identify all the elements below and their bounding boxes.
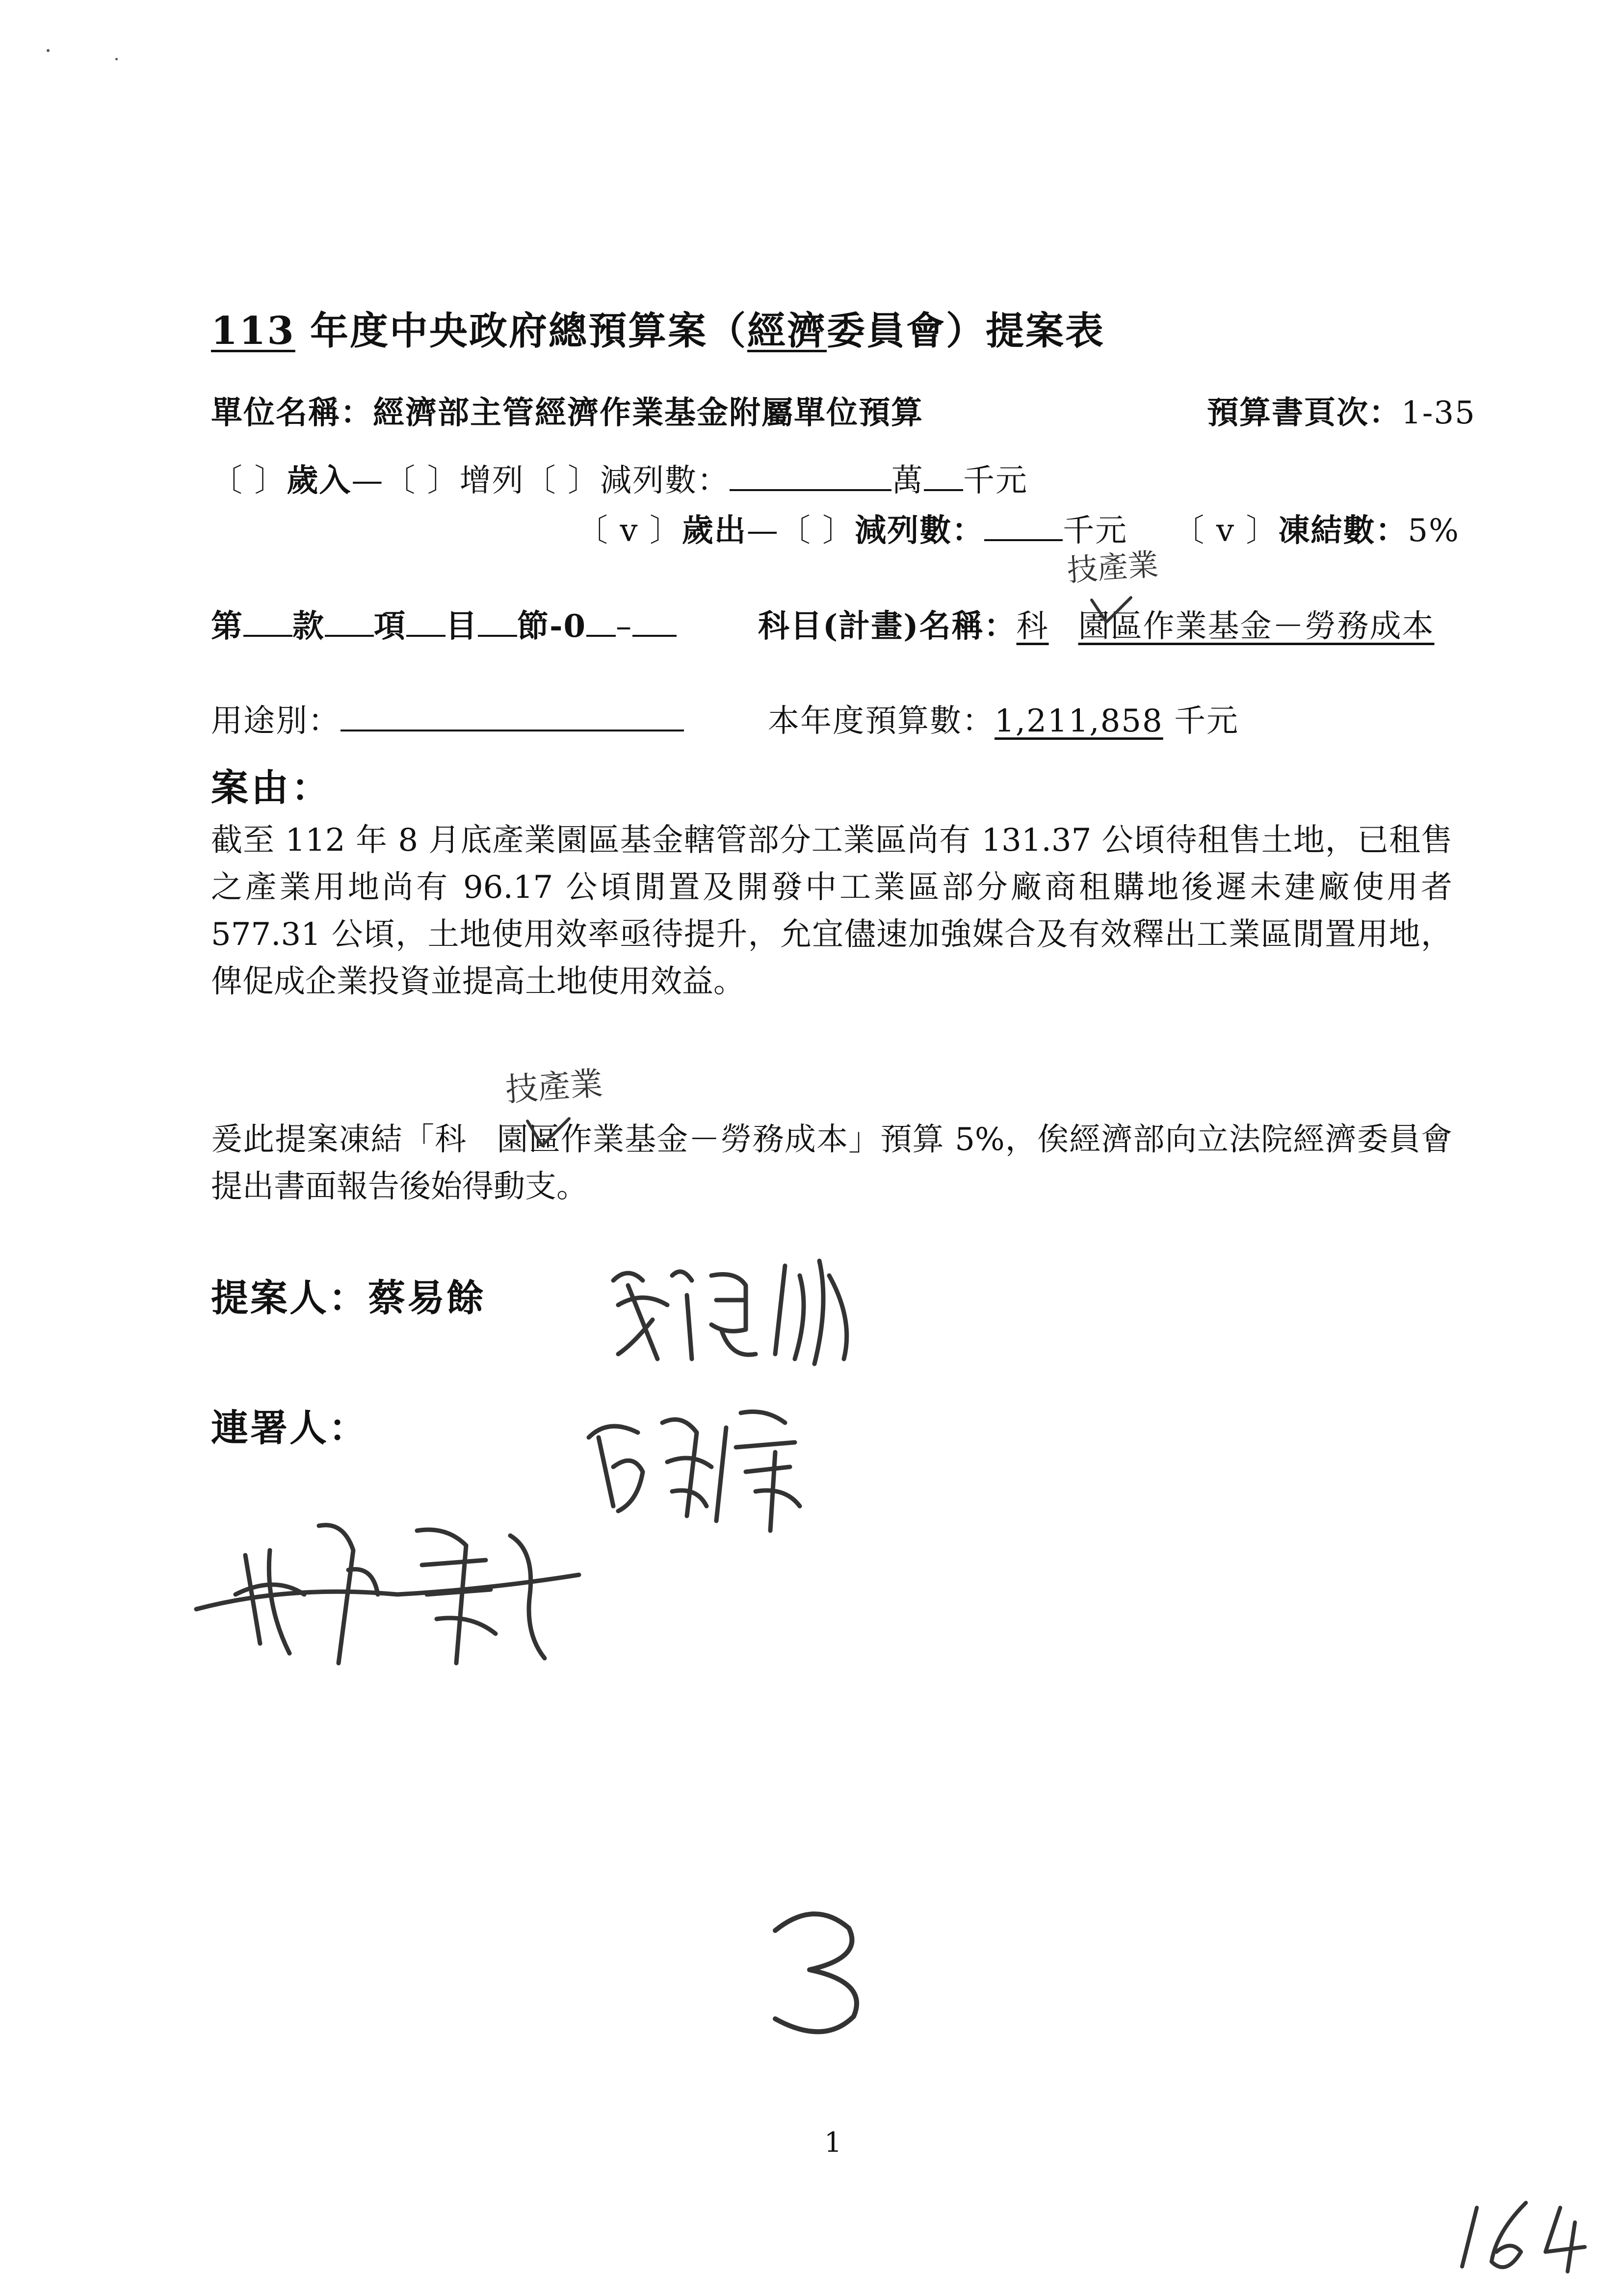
stamp-number [1457, 2193, 1604, 2278]
unit-thousand: 千元 [963, 463, 1028, 499]
mu-blank [406, 607, 445, 637]
decrease-box: 〔 〕 [524, 463, 601, 499]
expense-box: 〔 v 〕 [576, 513, 682, 549]
budget-label: 本年度預算數： [768, 703, 995, 739]
reason-paragraph-1: 截至 112 年 8 月底產業園區基金轄管部分工業區尚有 131.37 公頃待租售土地，已租售之產業用地尚有 96.17 公頃閒置及開發中工業區部分廠商租購地後遲未建廠使用者 577.31 公頃，土地使用效率亟待提升，允宜儘速加強媒合及有效釋出工業區閒置用地，俾促成企業投資並提高土地使用效益。 [211, 822, 1452, 1000]
expense-decrease-box: 〔 〕 [779, 513, 855, 549]
usage-line [211, 696, 684, 741]
expense-label: 歲出 [681, 512, 747, 549]
expense-line [576, 505, 1460, 550]
unit-label: 單位名稱： [211, 394, 373, 431]
increase-box: 〔 〕 [384, 463, 460, 499]
revenue-label: 歲入 [287, 462, 352, 499]
reason-para2-a: 爰此提案凍結「科 [211, 1122, 467, 1158]
subject-insert-mark [1062, 544, 1170, 629]
expense-dash: — [746, 513, 779, 549]
section-line: 第 款 項 目 節-0 – [211, 601, 677, 646]
cosigner-signature-1 [579, 1393, 834, 1542]
subject-value-a: 科 [1016, 608, 1049, 645]
freeze-value: 5% [1408, 513, 1460, 549]
page-ref [1207, 388, 1476, 433]
kuan-b-label: 款 [292, 608, 325, 645]
page-ref-label: 預算書頁次： [1207, 394, 1401, 431]
kuan-blank [243, 607, 292, 637]
usage-label: 用途別： [211, 703, 341, 739]
title-text-a: 年度中央政府總預算案（ [295, 309, 747, 353]
unit-value: 經濟部主管經濟作業基金附屬單位預算 [373, 394, 923, 431]
wan-blank [730, 462, 891, 491]
mu-label: 目 [445, 608, 478, 645]
subject-label: 科目(計畫)名稱： [758, 608, 1017, 645]
proposer-line [211, 1268, 486, 1322]
proposer-name: 蔡易餘 [368, 1276, 486, 1320]
subject-value-b: 園區作業基金－勞務成本 [1078, 608, 1435, 645]
budget-unit: 千元 [1163, 703, 1239, 739]
jie-blank-3 [632, 607, 677, 637]
freeze-label: 凍結數： [1278, 512, 1408, 549]
expense-decrease-label: 減列數： [855, 512, 985, 549]
reason-insert-text: 技產業 [504, 1064, 604, 1109]
reason-paragraph-2 [211, 1116, 1452, 1210]
page-number: 1 [824, 2127, 842, 2159]
title-text-b: 委員會）提案表 [827, 309, 1105, 353]
title-year: 113 [211, 309, 295, 353]
revenue-box: 〔 〕 [211, 463, 287, 499]
reason-insert-mark [500, 1060, 618, 1150]
cosigner-signature-2 [191, 1496, 594, 1685]
budget-line [768, 696, 1239, 741]
scan-speck [47, 49, 50, 52]
cosigner-label: 連署人： [211, 1406, 368, 1450]
decrease-label: 減列數： [600, 463, 730, 499]
xiang-label: 項 [374, 608, 406, 645]
xiang-blank [325, 607, 374, 637]
handwritten-page-number [756, 1904, 883, 2043]
jie-blank-2 [586, 607, 616, 637]
budget-value: 1,211,858 [995, 703, 1163, 739]
reason-para2-b: 園區作業基金－勞務成本」預算 5%，俟經濟部向立法院經濟委員會提出書面報告後始得動支。 [211, 1122, 1453, 1205]
revenue-dash: — [351, 463, 384, 499]
expense-decrease-blank [984, 512, 1063, 541]
subject-insert-text: 技產業 [1066, 546, 1160, 589]
thousand-blank [924, 462, 963, 491]
expense-unit: 千元 [1063, 513, 1128, 549]
reason-heading: 案由： [211, 766, 332, 809]
document-title [211, 300, 1105, 355]
title-committee: 經濟 [747, 309, 827, 353]
unit-wan: 萬 [891, 463, 924, 499]
usage-blank [341, 702, 684, 731]
increase-label: 增列 [459, 463, 524, 499]
jie-label: 節-0 [517, 608, 587, 645]
kuan-label: 第 [211, 608, 243, 645]
scan-speck [115, 58, 118, 60]
unit-line [211, 388, 923, 433]
page-ref-value: 1-35 [1401, 395, 1476, 431]
jie-blank [478, 607, 517, 637]
proposer-label: 提案人： [211, 1276, 368, 1320]
freeze-box: 〔 v 〕 [1173, 513, 1279, 549]
revenue-line [211, 455, 1028, 500]
proposer-signature [599, 1246, 873, 1376]
